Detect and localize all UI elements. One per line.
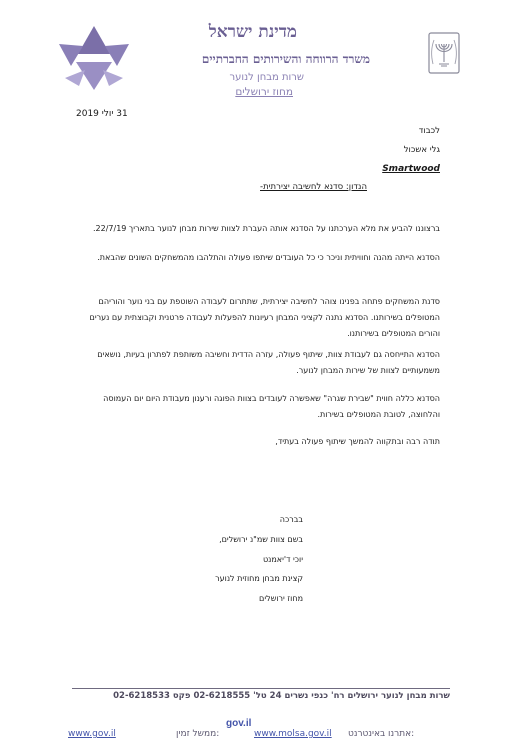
signature-role: קצינת מבחן מחוזית לנוער bbox=[215, 574, 303, 583]
state-title: מדינת ישראל bbox=[208, 22, 297, 42]
gov-prompt-label: ממשל זמין: bbox=[176, 729, 220, 739]
ministry-title: משרד הרווחה והשירותים החברתיים bbox=[201, 52, 370, 66]
gov-il-logo-icon bbox=[225, 713, 252, 731]
menorah-emblem-icon bbox=[428, 32, 460, 74]
closing-paragraph: תודה רבה ובתקווה להמשך שיתוף פעולה בעתיד, bbox=[275, 437, 440, 446]
signature-team: בשם צוות שמ"נ ירושלים, bbox=[219, 535, 303, 544]
star-of-david-logo-icon bbox=[55, 22, 133, 94]
footer-divider bbox=[72, 688, 450, 689]
letter-subject: הנדון: סדנא לחשיבה יצירתית- bbox=[260, 182, 367, 192]
letter-date: 31 יולי 2019 bbox=[76, 109, 128, 119]
gov-il-logo-text: gov.il bbox=[226, 718, 252, 729]
footer-links bbox=[56, 727, 460, 743]
gov-il-link[interactable]: www.gov.il bbox=[68, 729, 116, 739]
signature-closing: בברכה bbox=[279, 515, 303, 524]
body-paragraph: הסדנא הייתה מהנה וחוויתית וניכר כי כל העובדים שיתפו פעולה והתלהבו מהמשחקים השונים שהבאת. bbox=[97, 253, 440, 262]
body-paragraph: סדנת המשחקים פתחה בפנינו צוהר לחשיבה יצירתית, שתתרום לעבודה השוטפת עם בני נוער והוריהם המטופלים בשירותנו. הסדנא נתנה לקציני המבחן רעיונות להפעלות לעבודה פרטנית וקבוצתית עם נערים והורים המטופלים בשירותנו. bbox=[89, 297, 440, 338]
service-title: שרות מבחן לנוער bbox=[229, 72, 304, 83]
body-paragraph: ברצוננו להביע את מלא הערכתנו על הסדנא אותה העברת לצוות שירות מבחן לנוער בתאריך 22/7/19. bbox=[93, 224, 440, 233]
molsa-link[interactable]: www.molsa.gov.il bbox=[254, 729, 332, 739]
addressee-name: גלי אשכול bbox=[403, 145, 440, 155]
site-prompt-label: אתרנו באינטרנט: bbox=[348, 729, 415, 739]
addressee-company: Smartwood bbox=[382, 164, 440, 174]
signature-district: מחוז ירושלים bbox=[259, 594, 303, 603]
signature-name: יוכי ד'יאמנט bbox=[262, 555, 303, 564]
district-title: מחוז ירושלים bbox=[235, 86, 293, 98]
addressee-salutation: לכבוד bbox=[418, 126, 440, 136]
body-paragraph: הסדנא התייחסה גם לעבודת צוות, שיתוף פעולה, עזרה הדדית וחשיבה משותפת לפתרון בעיות, נושאים משמעותיים לצוות של שירות המבחן לנוער. bbox=[97, 350, 440, 375]
body-paragraph: הסדנא כללה חווית "שבירת שגרה" שאפשרה לעובדים בצוות הפוגה ורענון מעבודת היום יום העמוסה והלחוצה, לטובת המטופלים בשירות. bbox=[103, 394, 440, 419]
footer-address: שרות מבחן לנוער ירושלים רח' כנפי נשרים 24 טל' 02-6218555 פקס 02-6218533 bbox=[113, 691, 450, 701]
